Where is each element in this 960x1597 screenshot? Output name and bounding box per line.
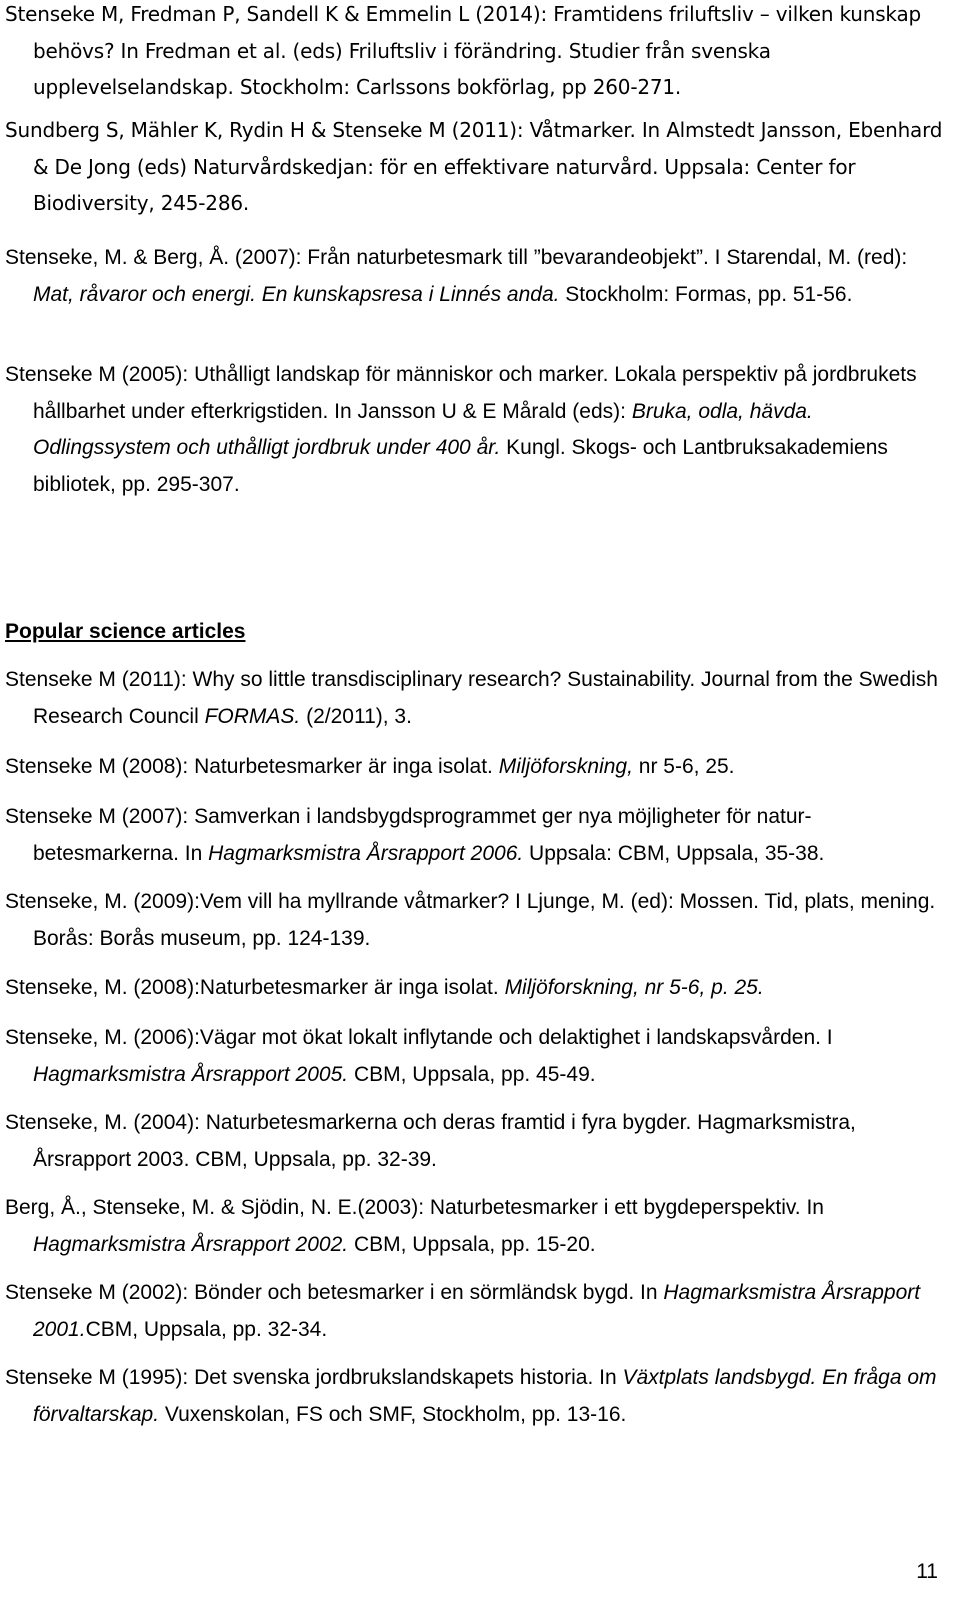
reference-entry bbox=[5, 0, 953, 106]
reference-text: Stenseke, M. (2008):Naturbetesmarker är inga isolat. bbox=[5, 976, 505, 999]
reference-text: Stenseke, M. (2006):Vägar mot ökat lokalt inflytande och delaktighet i landskapsvården. I bbox=[5, 1026, 833, 1049]
reference-entry bbox=[5, 1020, 953, 1093]
reference-entry bbox=[5, 1190, 953, 1263]
reference-italic-text: Bruka, odla, hävda. Odlingssystem och uthålligt jordbruk under 400 år. bbox=[33, 399, 813, 459]
reference-text: Stenseke M, Fredman P, Sandell K & Emmelin L (2014): Framtidens friluftsliv – vilken kunskap behövs? In Fredman et al. (eds) Friluftsliv i förändring. Studier från svenska upplevelselandskap. Stockholm: Carlssons bokförlag, pp 260-271. bbox=[5, 2, 922, 99]
reference-italic-text: FORMAS. bbox=[204, 704, 301, 728]
reference-text: Stenseke M (2002): Bönder och betesmarker i en sörmländsk bygd. In bbox=[5, 1281, 664, 1304]
reference-entry bbox=[5, 799, 953, 872]
reference-entry bbox=[5, 240, 953, 313]
reference-italic-text: Miljöforskning, bbox=[498, 755, 633, 778]
reference-entry bbox=[5, 749, 953, 786]
reference-entry bbox=[5, 112, 953, 222]
reference-text: Vuxenskolan, FS och SMF, Stockholm, pp. 13-16. bbox=[159, 1402, 627, 1426]
reference-italic-text: Mat, råvaror och energi. En kunskapsresa i Linnés anda. bbox=[33, 282, 560, 306]
reference-entry bbox=[5, 662, 953, 735]
reference-italic-text: Hagmarksmistra Årsrapport 2006. bbox=[208, 841, 524, 865]
reference-text: Stenseke M (2008): Naturbetesmarker är inga isolat. bbox=[5, 755, 499, 778]
reference-text: Kungl. Skogs- och Lantbruksakademiens bibliotek, pp. 295-307. bbox=[33, 436, 888, 496]
reference-text: Uppsala: CBM, Uppsala, 35-38. bbox=[523, 841, 825, 865]
reference-text: Stenseke M (2005): Uthålligt landskap för människor och marker. Lokala perspektiv på jordbrukets hållbarhet under efterkrigstiden. In Jansson U & E Mårald (eds): bbox=[5, 363, 917, 423]
reference-text: (2/2011), 3. bbox=[300, 704, 412, 728]
reference-text: CBM, Uppsala, pp. 45-49. bbox=[348, 1062, 596, 1086]
reference-text: Stenseke, M. (2004): Naturbetesmarkerna och deras framtid i fyra bygder. Hagmarksmistra, Årsrapport 2003. CBM, Uppsala, pp. 32-39. bbox=[5, 1111, 856, 1171]
reference-text: CBM, Uppsala, pp. 32-34. bbox=[85, 1317, 328, 1341]
reference-italic-text: Miljöforskning, nr 5-6, p. 25. bbox=[504, 976, 764, 999]
reference-italic-text: Hagmarksmistra Årsrapport 2002. bbox=[33, 1232, 349, 1256]
reference-text: Berg, Å., Stenseke, M. & Sjödin, N. E.(2003): Naturbetesmarker i ett bygdeperspektiv. In bbox=[5, 1196, 824, 1219]
reference-italic-text: Hagmarksmistra Årsrapport 2005. bbox=[33, 1062, 349, 1086]
reference-entry bbox=[5, 884, 953, 957]
reference-entry bbox=[5, 1105, 953, 1178]
page-number: 11 bbox=[916, 1560, 938, 1583]
reference-text: Stockholm: Formas, pp. 51-56. bbox=[559, 282, 853, 306]
reference-text: CBM, Uppsala, pp. 15-20. bbox=[348, 1232, 596, 1256]
reference-italic-text: Växtplats landsbygd. En fråga om förvaltarskap. bbox=[33, 1366, 937, 1426]
reference-text: nr 5-6, 25. bbox=[632, 755, 735, 778]
reference-entry bbox=[5, 1275, 953, 1348]
section-heading: Popular science articles bbox=[5, 620, 246, 643]
reference-entry bbox=[5, 1360, 953, 1433]
reference-text: Sundberg S, Mähler K, Rydin H & Stenseke M (2011): Våtmarker. In Almstedt Jansson, Ebenhard & De Jong (eds) Naturvårdskedjan: för en effektivare naturvård. Uppsala: Center for Biodiversity, 245-286. bbox=[5, 118, 943, 215]
reference-entry bbox=[5, 357, 953, 503]
reference-text: Stenseke M (1995): Det svenska jordbrukslandskapets historia. In bbox=[5, 1366, 623, 1389]
reference-entry bbox=[5, 970, 953, 1007]
reference-text: Stenseke, M. (2009):Vem vill ha myllrande våtmarker? I Ljunge, M. (ed): Mossen. Tid, plats, mening. Borås: Borås museum, pp. 124-139. bbox=[5, 890, 936, 950]
reference-text: Stenseke M (2007): Samverkan i landsbygdsprogrammet ger nya möjligheter för natur-betesmarkerna. In bbox=[5, 805, 812, 865]
reference-italic-text: Hagmarksmistra Årsrapport 2001. bbox=[33, 1281, 921, 1341]
reference-text: Stenseke, M. & Berg, Å. (2007): Från naturbetesmark till ”bevarandeobjekt”. I Starendal, M. (red): bbox=[5, 246, 908, 269]
reference-text: Stenseke M (2011): Why so little transdisciplinary research? Sustainability. Journal from the Swedish Research Council bbox=[5, 668, 938, 728]
